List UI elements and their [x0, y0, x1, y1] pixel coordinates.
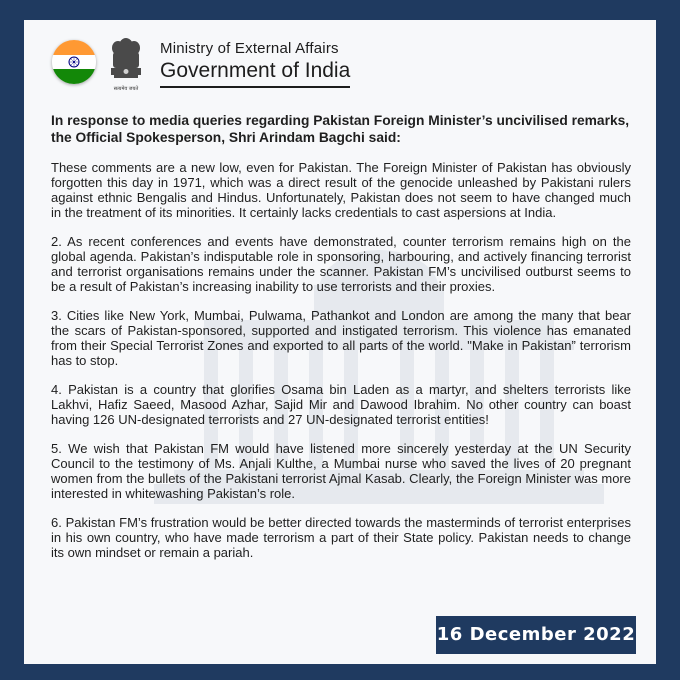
- date-badge: 16 December 2022: [436, 616, 636, 654]
- statement-paragraph: 6. Pakistan FM’s frustration would be better directed towards the masterminds of terrorist enterprises in his own country, who have made terrorism a part of their State policy. Pakistan needs to change its own mindset or remain a pariah.: [51, 515, 631, 560]
- statement-paragraph: 4. Pakistan is a country that glorifies Osama bin Laden as a martyr, and shelters terrorists like Lakhvi, Hafiz Saeed, Masood Azhar, Sajid Mir and Dawood Ibrahim. No other country can boast having 126 UN-designated terrorists and 27 UN-designated terrorist entities!: [51, 382, 631, 427]
- statement-paragraph: These comments are a new low, even for Pakistan. The Foreign Minister of Pakistan has obviously forgotten this day in 1971, which was a direct result of the genocide unleashed by Pakistani rulers against ethnic Bengalis and Hindus. Unfortunately, Pakistan does not seem to have changed much in the treatment of its minorities. It certainly lacks credentials to cast aspersions at India.: [51, 160, 631, 220]
- frame-right: [656, 0, 680, 680]
- ministry-name: Ministry of External Affairs: [160, 40, 339, 57]
- government-name: Government of India: [160, 59, 350, 88]
- emblem-motto: सत्यमेव जयते: [113, 86, 139, 92]
- national-emblem-icon: [108, 36, 144, 88]
- statement-paragraph: 2. As recent conferences and events have demonstrated, counter terrorism remains high on the global agenda. Pakistan’s indisputable role in sponsoring, harbouring, and actively financing terrorist and terrorist organisations remains under the scanner. Pakistan FM’s uncivilised outburst seems to be a result of Pakistan’s increasing inability to use terrorists and their proxies.: [51, 234, 631, 294]
- statement-paragraph: 3. Cities like New York, Mumbai, Pulwama, Pathankot and London are among the many that bear the scars of Pakistan-sponsored, supported and instigated terrorism. This violence has emanated from their Special Terrorist Zones and exported to all parts of the world. "Make in Pakistan” terrorism has to stop.: [51, 308, 631, 368]
- frame-bottom: [0, 664, 680, 680]
- statement-paragraph: 5. We wish that Pakistan FM would have listened more sincerely yesterday at the UN Security Council to the testimony of Ms. Anjali Kulthe, a Mumbai nurse who saved the lives of 20 pregnant women from the bullets of the Pakistani terrorist Ajmal Kasab. Clearly, the Foreign Minister was more interested in whitewashing Pakistan’s role.: [51, 441, 631, 501]
- statement-lead: In response to media queries regarding Pakistan Foreign Minister’s uncivilised remarks, the Official Spokesperson, Shri Arindam Bagchi said:: [51, 113, 630, 145]
- frame-left: [0, 0, 24, 680]
- frame-top: [0, 0, 680, 20]
- india-flag-icon: [52, 40, 96, 84]
- statement-body: [51, 112, 631, 574]
- press-release-panel: [24, 20, 656, 664]
- ministry-header: [48, 36, 448, 100]
